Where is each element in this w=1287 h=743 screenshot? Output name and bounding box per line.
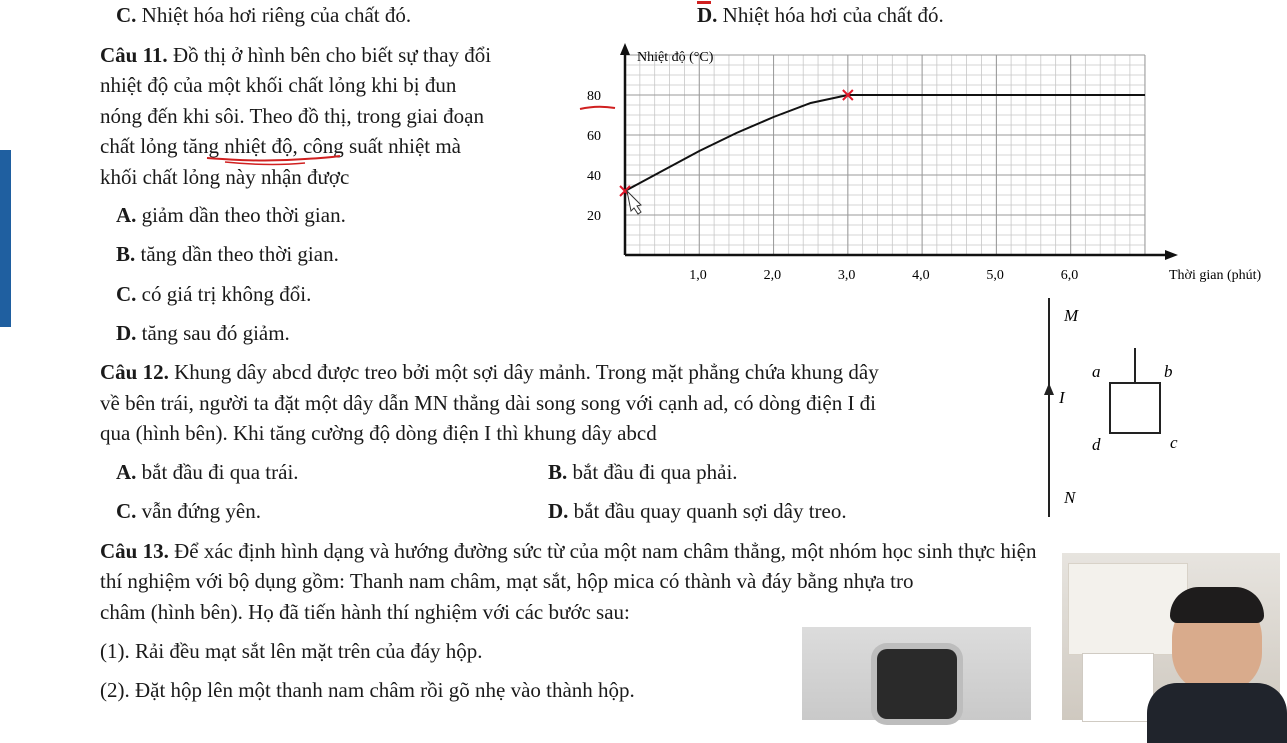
- q12-option-b: B. bắt đầu đi qua phải.: [548, 460, 738, 484]
- q11-line-5: khối chất lỏng này nhận được: [100, 165, 350, 189]
- prev-option-d: D. Nhiệt hóa hơi của chất đó.: [697, 3, 944, 27]
- q12-option-d: D. bắt đầu quay quanh sợi dây treo.: [548, 499, 847, 523]
- x-tick-label: 6,0: [1060, 268, 1079, 283]
- q11-option-d: D. tăng sau đó giảm.: [116, 321, 290, 345]
- x-tick-label: 4,0: [912, 268, 930, 283]
- y-axis-title: Nhiệt độ (°C): [637, 50, 714, 65]
- label-d: d: [1092, 435, 1101, 454]
- q11-line-2: nhiệt độ của một khối chất lỏng khi bị đun: [100, 73, 457, 97]
- temperature-line: [625, 95, 1145, 191]
- q13-label: Câu 13.: [100, 539, 169, 563]
- magnet-box-photo: [802, 627, 1031, 720]
- q11-option-a: A. giảm dần theo thời gian.: [116, 203, 346, 227]
- q13-line-2: thí nghiệm với bộ dụng gồm: Thanh nam châm, mạt sắt, hộp mica có thành và đáy bằng nhựa tro: [100, 569, 914, 593]
- y-tick-label: 80: [587, 89, 601, 104]
- q13-line-1: Câu 13. Để xác định hình dạng và hướng đường sức từ của một nam châm thẳng, một nhóm học sinh thực hiện: [100, 539, 1037, 563]
- red-annotation-mark: [580, 107, 615, 109]
- x-axis-title: Thời gian (phút): [1169, 268, 1262, 283]
- current-arrow-icon: [1044, 383, 1054, 395]
- y-tick-label: 20: [587, 209, 601, 224]
- y-axis-arrow-icon: [620, 43, 630, 55]
- q13-step-2: (2). Đặt hộp lên một thanh nam châm rồi gõ nhẹ vào thành hộp.: [100, 678, 635, 702]
- x-tick-label: 5,0: [986, 268, 1004, 283]
- q11-label: Câu 11.: [100, 43, 168, 67]
- y-tick-label: 40: [587, 169, 601, 184]
- cabinet: [1082, 653, 1154, 722]
- q13-line-3: châm (hình bên). Họ đã tiến hành thí nghiệm với các bước sau:: [100, 600, 630, 624]
- wire-loop-figure: [1030, 295, 1230, 525]
- q11-line-1: Câu 11. Đồ thị ở hình bên cho biết sự thay đổi: [100, 43, 492, 67]
- q12-option-c: C. vẫn đứng yên.: [116, 499, 261, 523]
- q12-option-a: A. bắt đầu đi qua trái.: [116, 460, 299, 484]
- y-tick-label: 60: [587, 129, 601, 144]
- red-annotation-underline: [205, 150, 345, 190]
- webcam-overlay: [1062, 553, 1280, 720]
- q11-option-b: B. tăng dần theo thời gian.: [116, 242, 339, 266]
- q12-label: Câu 12.: [100, 360, 169, 384]
- q12-line-2: về bên trái, người ta đặt một dây dẫn MN thẳng dài song song với cạnh ad, có dòng điện I đi: [100, 391, 877, 415]
- label-i: I: [1059, 388, 1065, 407]
- sidebar-accent-bar: [0, 150, 11, 327]
- x-tick-label: 2,0: [763, 268, 782, 283]
- person-hair: [1170, 587, 1264, 623]
- q12-line-1: Câu 12. Khung dây abcd được treo bởi một sợi dây mảnh. Trong mặt phẳng chứa khung dây: [100, 360, 879, 384]
- q12-line-3: qua (hình bên). Khi tăng cường độ dòng điện I thì khung dây abcd: [100, 421, 657, 445]
- label-a: a: [1092, 362, 1101, 381]
- prev-option-c: C. Nhiệt hóa hơi riêng của chất đó.: [116, 3, 412, 27]
- magnet-box: [877, 649, 957, 719]
- temperature-chart: [565, 40, 1262, 290]
- person-shirt: [1147, 683, 1287, 743]
- x-tick-label: 1,0: [689, 268, 707, 283]
- red-mark-d: [697, 1, 711, 4]
- q11-option-c: C. có giá trị không đổi.: [116, 282, 312, 306]
- q13-step-1: (1). Rải đều mạt sắt lên mặt trên của đáy hộp.: [100, 639, 483, 663]
- x-tick-label: 3,0: [837, 268, 856, 283]
- wire-loop-abcd: [1110, 383, 1160, 433]
- label-c: c: [1170, 433, 1178, 452]
- q11-line-3: nóng đến khi sôi. Theo đồ thị, trong giai đoạn: [100, 104, 484, 128]
- label-n: N: [1064, 488, 1076, 507]
- grid: [625, 55, 1145, 255]
- mouse-cursor-icon: [627, 191, 641, 214]
- q11-line-4: chất lỏng tăng nhiệt độ, công suất nhiệt mà: [100, 134, 461, 158]
- x-axis-arrow-icon: [1165, 250, 1178, 260]
- label-b: b: [1164, 362, 1173, 381]
- label-m: M: [1064, 306, 1079, 325]
